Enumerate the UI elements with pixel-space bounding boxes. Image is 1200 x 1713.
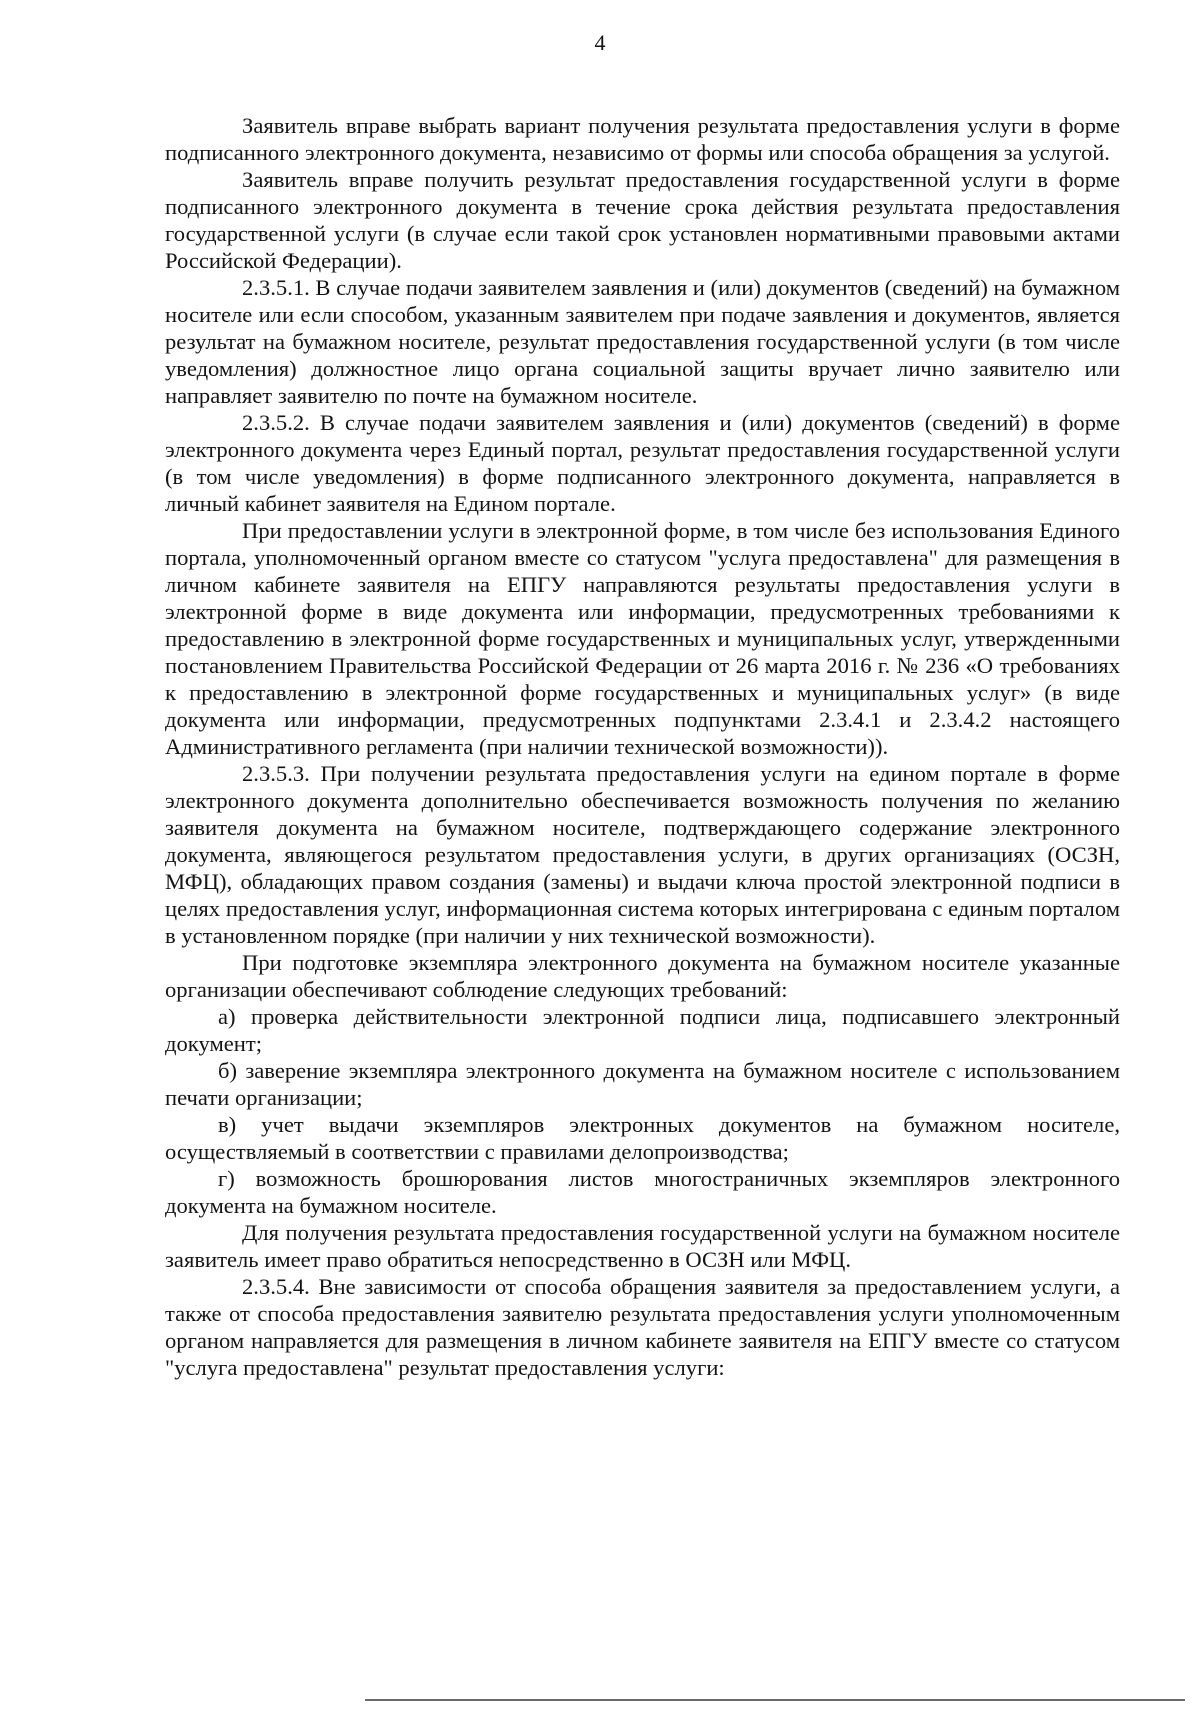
bottom-scan-line xyxy=(365,1699,1185,1701)
paragraph-2-3-5-4: 2.3.5.4. Вне зависимости от способа обращения заявителя за предоставлением услуги, а также от способа предоставления заявителю результата предоставления услуги уполномоченным органом направляется для размещения в личном кабинете заявителя на ЕПГУ вместе со статусом "услуга предоставлена" результат предоставления услуги: xyxy=(165,1274,1120,1380)
paragraph: При подготовке экземпляра электронного документа на бумажном носителе указанные организации обеспечивают соблюдение следующих требований: xyxy=(165,950,1120,1002)
paragraph-2-3-5-3: 2.3.5.3. При получении результата предоставления услуги на едином портале в форме электронного документа дополнительно обеспечивается возможность получения по желанию заявителя документа на бумажном носителе, подтверждающего содержание электронного документа, являющегося результатом предоставления услуги, в других организациях (ОСЗН, МФЦ), обладающих правом создания (замены) и выдачи ключа простой электронной подписи в целях предоставления услуг, информационная система которых интегрирована с единым порталом в установленном порядке (при наличии у них технической возможности). xyxy=(165,761,1120,948)
paragraph: При предоставлении услуги в электронной форме, в том числе без использования Единого портала, уполномоченный органом вместе со статусом "услуга предоставлена" для размещения в личном кабинете заявителя на ЕПГУ направляются результаты предоставления услуги в электронной форме в виде документа или информации, предусмотренных требованиями к предоставлению в электронной форме государственных и муниципальных услуг, утвержденными постановлением Правительства Российской Федерации от 26 марта 2016 г. № 236 «О требованиях к предоставлению в электронной форме государственных и муниципальных услуг» (в виде документа или информации, предусмотренных подпунктами 2.3.4.1 и 2.3.4.2 настоящего Административного регламента (при наличии технической возможности)). xyxy=(165,518,1120,759)
list-item: б) заверение экземпляра электронного документа на бумажном носителе с использованием печати организации; xyxy=(165,1058,1120,1110)
paragraph: Заявитель вправе выбрать вариант получения результата предоставления услуги в форме подписанного электронного документа, независимо от формы или способа обращения за услугой. xyxy=(165,113,1120,165)
page-number: 4 xyxy=(594,30,606,55)
paragraph-2-3-5-2: 2.3.5.2. В случае подачи заявителем заявления и (или) документов (сведений) в форме электронного документа через Единый портал, результат предоставления государственной услуги (в том числе уведомления) в форме подписанного электронного документа, направляется в личный кабинет заявителя на Едином портале. xyxy=(165,410,1120,516)
paragraph-2-3-5-1: 2.3.5.1. В случае подачи заявителем заявления и (или) документов (сведений) на бумажном носителе или если способом, указанным заявителем при подаче заявления и документов, является результат на бумажном носителе, результат предоставления государственной услуги (в том числе уведомления) должностное лицо органа социальной защиты вручает лично заявителю или направляет заявителю по почте на бумажном носителе. xyxy=(165,275,1120,408)
document-body xyxy=(165,112,1120,1381)
list-item: а) проверка действительности электронной подписи лица, подписавшего электронный документ; xyxy=(165,1004,1120,1056)
list-item: г) возможность брошюрования листов многостраничных экземпляров электронного документа на бумажном носителе. xyxy=(165,1166,1120,1218)
list-item: в) учет выдачи экземпляров электронных документов на бумажном носителе, осуществляемый в соответствии с правилами делопроизводства; xyxy=(165,1112,1120,1164)
paragraph: Заявитель вправе получить результат предоставления государственной услуги в форме подписанного электронного документа в течение срока действия результата предоставления государственной услуги (в случае если такой срок установлен нормативными правовыми актами Российской Федерации). xyxy=(165,167,1120,273)
paragraph: Для получения результата предоставления государственной услуги на бумажном носителе заявитель имеет право обратиться непосредственно в ОСЗН или МФЦ. xyxy=(165,1220,1120,1272)
